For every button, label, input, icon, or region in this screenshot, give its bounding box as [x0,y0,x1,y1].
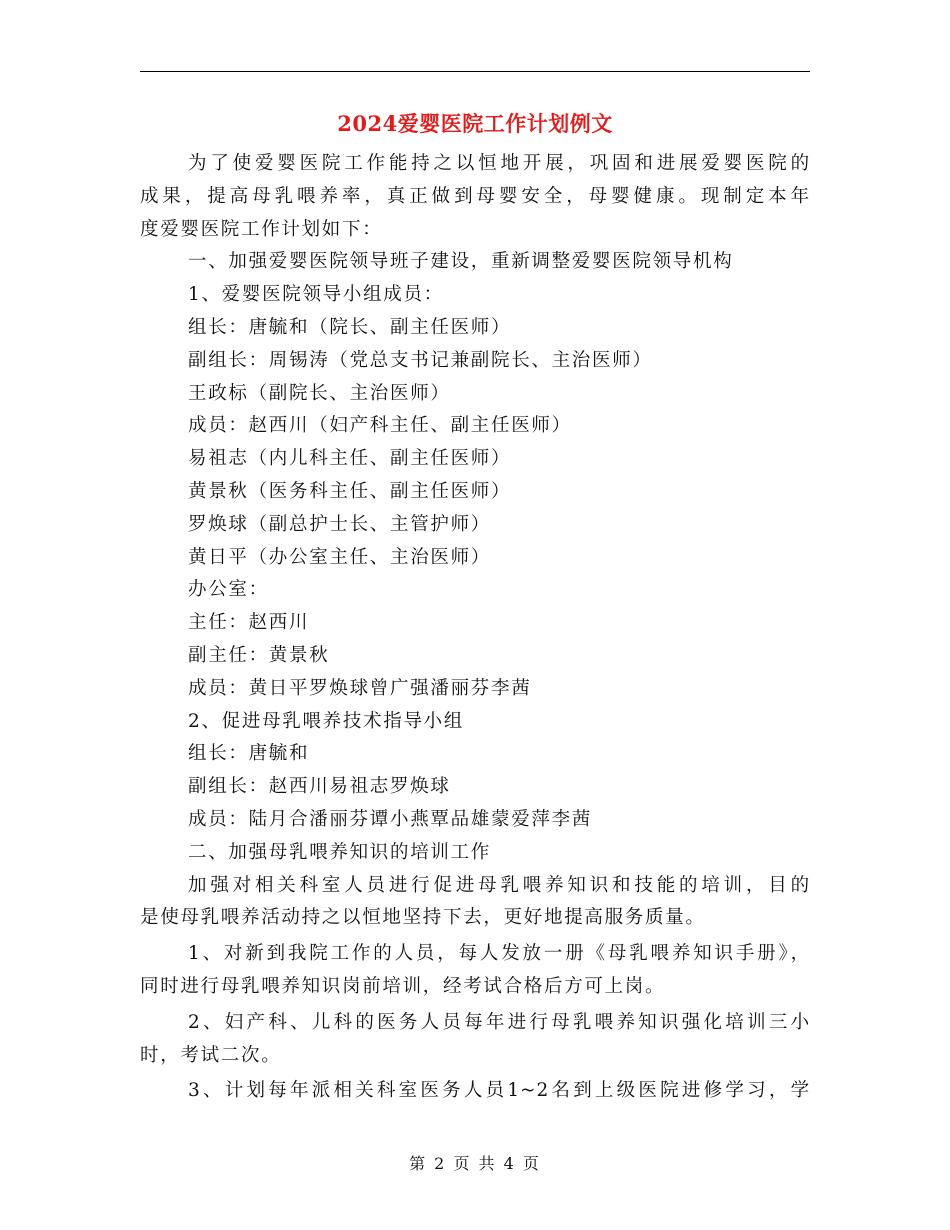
header-rule [140,71,810,72]
page-number: 第 2 页 共 4 页 [409,1154,541,1173]
member-line: 副组长：赵西川易祖志罗焕球 [188,776,451,798]
member-line: 黄日平（办公室主任、主治医师） [188,546,492,568]
member-line: 王政标（副院长、主治医师） [188,382,451,404]
paragraph-line: 时，考试二次。 [140,1044,282,1066]
member-line: 副组长：周锡涛（党总支书记兼副院长、主治医师） [188,349,653,371]
document-body [140,148,810,1108]
document-title: 2024爱婴医院工作计划例文 [337,111,613,136]
member-line: 办公室： [188,579,269,601]
subsection-heading: 1、爱婴医院领导小组成员： [188,284,444,306]
member-line: 罗焕球（副总护士长、主管护师） [188,513,492,535]
section-heading: 一、加强爱婴医院领导班子建设，重新调整爱婴医院领导机构 [188,251,734,273]
paragraph-line: 成果，提高母乳喂养率，真正做到母婴安全，母婴健康。现制定本年 [140,185,810,207]
paragraph-line: 1、对新到我院工作的人员，每人发放一册《母乳喂养知识手册》， [188,943,810,965]
paragraph-line: 2、妇产科、儿科的医务人员每年进行母乳喂养知识强化培训三小 [188,1011,810,1033]
member-line: 组长：唐毓和 [188,743,310,765]
member-line: 成员：赵西川（妇产科主任、副主任医师） [188,415,572,437]
paragraph-line: 为了使爱婴医院工作能持之以恒地开展，巩固和进展爱婴医院的 [188,153,810,174]
paragraph-line: 度爱婴医院工作计划如下： [140,218,383,240]
paragraph-line: 同时进行母乳喂养知识岗前培训，经考试合格后方可上岗。 [140,975,666,997]
paragraph-line: 加强对相关科室人员进行促进母乳喂养知识和技能的培训，目的 [188,874,810,896]
member-line: 黄景秋（医务科主任、副主任医师） [188,480,512,502]
member-line: 组长：唐毓和（院长、副主任医师） [188,316,512,338]
member-line: 主任：赵西川 [188,612,310,634]
subsection-heading: 2、促进母乳喂养技术指导小组 [188,710,465,732]
member-line: 成员：黄日平罗焕球曾广强潘丽芬李茜 [188,677,532,699]
member-line: 成员：陆月合潘丽芬谭小燕覃品雄蒙爱萍李茜 [188,808,593,830]
member-line: 副主任：黄景秋 [188,644,330,666]
paragraph-line: 是使母乳喂养活动持之以恒地坚持下去，更好地提高服务质量。 [140,907,706,929]
member-line: 易祖志（内儿科主任、副主任医师） [188,448,512,470]
paragraph-line: 3、计划每年派相关科室医务人员1~2名到上级医院进修学习，学 [188,1080,810,1102]
section-heading: 二、加强母乳喂养知识的培训工作 [188,841,492,863]
